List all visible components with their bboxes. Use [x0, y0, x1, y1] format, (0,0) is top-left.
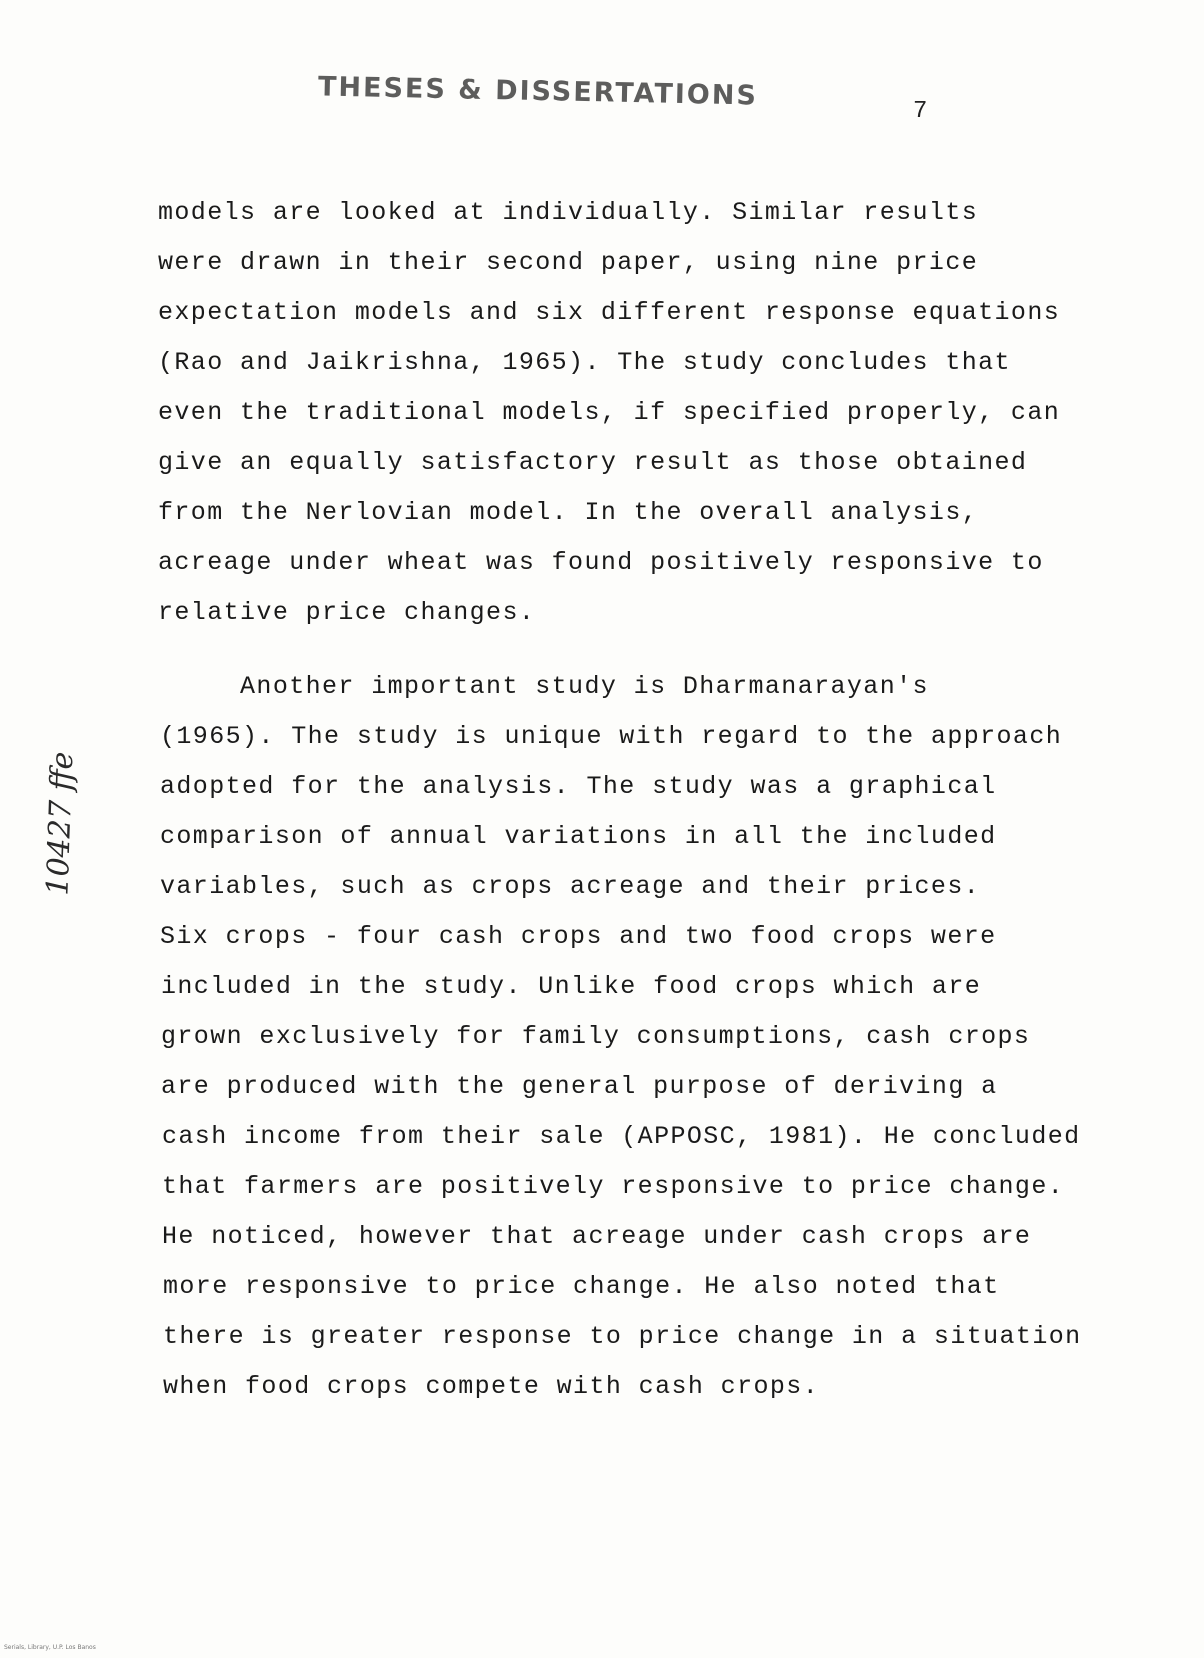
- paragraph-2-line: more responsive to price change. He also noted that: [163, 1272, 1000, 1301]
- paragraph-2-line: (1965). The study is unique with regard to the approach: [160, 722, 1063, 751]
- paragraph-2-line: variables, such as crops acreage and their prices.: [160, 872, 981, 901]
- paragraph-2-line: adopted for the analysis. The study was a graphical: [160, 772, 997, 801]
- paragraph-2-line: Another important study is Dharmanarayan's: [158, 672, 929, 701]
- paragraph-1-line: from the Nerlovian model. In the overall analysis,: [158, 498, 979, 527]
- paragraph-2-line: included in the study. Unlike food crops which are: [161, 972, 982, 1001]
- paragraph-2-line: He noticed, however that acreage under cash crops are: [162, 1222, 1032, 1251]
- paragraph-1-line: models are looked at individually. Similar results: [158, 198, 979, 227]
- paragraph-2-line: comparison of annual variations in all the included: [160, 822, 997, 851]
- paragraph-1-line: relative price changes.: [158, 598, 536, 627]
- paragraph-1-line: (Rao and Jaikrishna, 1965). The study concludes that: [158, 348, 1011, 377]
- theses-dissertations-stamp: THESES & DISSERTATIONS: [317, 71, 759, 112]
- paragraph-2-line: when food crops compete with cash crops.: [163, 1372, 820, 1401]
- paragraph-1-line: give an equally satisfactory result as those obtained: [158, 448, 1028, 477]
- paragraph-1-line: acreage under wheat was found positively responsive to: [158, 548, 1044, 577]
- paragraph-2-line: Six crops - four cash crops and two food crops were: [160, 922, 997, 951]
- paragraph-2-line: there is greater response to price change in a situation: [163, 1322, 1082, 1351]
- page-number: 7: [913, 98, 928, 125]
- paragraph-2-line: are produced with the general purpose of deriving a: [161, 1072, 998, 1101]
- paragraph-2-line: grown exclusively for family consumptions, cash crops: [161, 1022, 1031, 1051]
- paragraph-1-line: expectation models and six different response equations: [158, 298, 1061, 327]
- paragraph-2-line: that farmers are positively responsive to price change.: [162, 1172, 1065, 1201]
- footer-microtext: Serials, Library, U.P. Los Banos: [4, 1644, 96, 1651]
- paragraph-2-line: cash income from their sale (APPOSC, 1981). He concluded: [162, 1122, 1081, 1151]
- paragraph-1-line: even the traditional models, if specified properly, can: [158, 398, 1061, 427]
- paragraph-1-line: were drawn in their second paper, using nine price: [158, 248, 979, 277]
- handwritten-margin-note: 10427 ffe: [40, 751, 81, 897]
